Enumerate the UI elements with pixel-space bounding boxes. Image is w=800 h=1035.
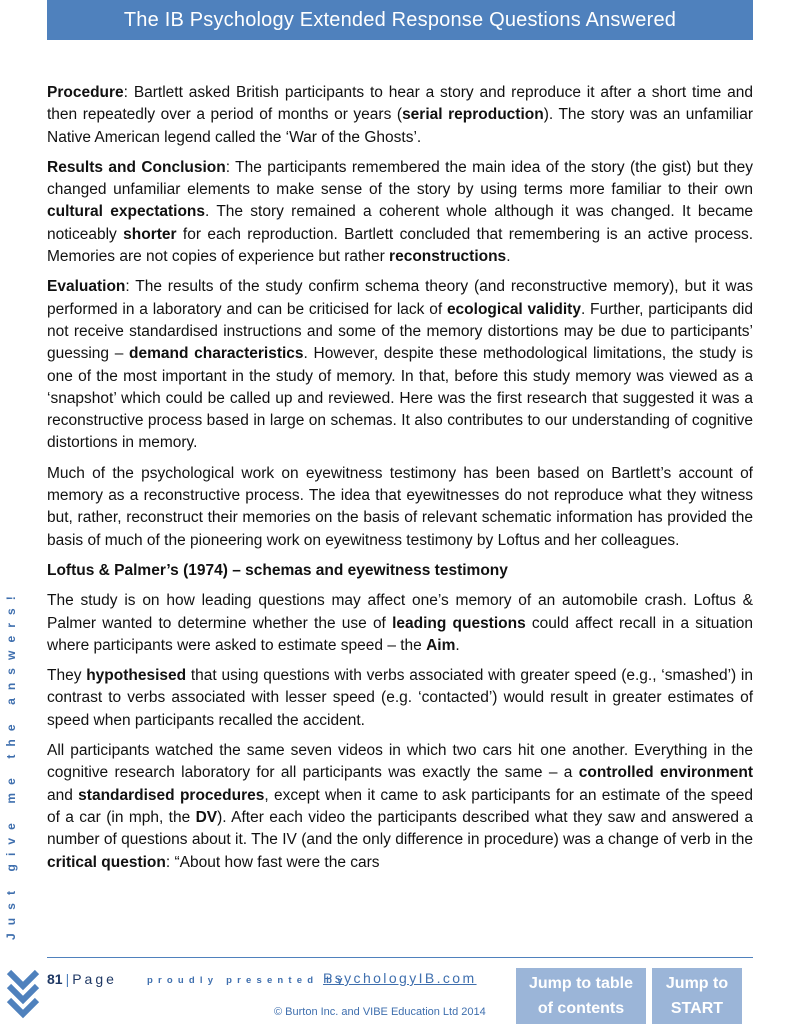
page-header — [47, 0, 753, 40]
paragraph — [47, 665, 753, 732]
bold-term: reconstructions — [389, 248, 507, 266]
text-run: All participants watched the same seven videos in which two cars hit one another. Everything in the cognitive research laboratory for all participants was exactly the same – a — [47, 742, 753, 782]
document-body — [47, 82, 753, 882]
presented-by-text: proudly presented by — [147, 975, 348, 986]
text-run: that using questions with verbs associated with greater speed (e.g., ‘smashed’) in contrast to verbs associated with lesser speed (e.g. ‘contacted’) would result in greater estimates of speed when participants recalled the accident. — [47, 667, 753, 729]
toc-button-line1: Jump to table — [528, 975, 633, 992]
header-title: The IB Psychology Extended Response Questions Answered — [123, 8, 677, 31]
toc-button-line2: of contents — [537, 1000, 625, 1017]
text-run: : The participants remembered the main idea of the story (the gist) but they changed unfamiliar elements to make sense of the story by using terms more familiar to their own — [47, 158, 753, 199]
chevron-down-icon — [6, 966, 40, 1026]
bold-term: hypothesised — [86, 667, 187, 685]
page-number-value: 81 — [47, 971, 63, 987]
text-run: : Bartlett asked British participants to hear a story and reproduce it after a short time and then repeatedly over a period of months or years ( — [47, 84, 753, 124]
text-run: They — [47, 667, 87, 685]
text-run: . — [455, 636, 460, 654]
text-run: : “About how fast were the cars — [165, 853, 380, 871]
text-run: . — [506, 248, 511, 266]
bold-term: Aim — [426, 636, 456, 654]
page-number — [47, 971, 117, 987]
bold-term: demand characteristics — [129, 345, 304, 363]
paragraph — [47, 276, 753, 454]
paragraph — [47, 560, 753, 582]
paragraph — [47, 740, 753, 874]
copyright-text: © Burton Inc. and VIBE Education Ltd 2014 — [274, 1006, 486, 1018]
bold-term: serial reproduction — [402, 106, 544, 124]
bold-term: Loftus & Palmer’s (1974) – schemas and eyewitness testimony — [47, 561, 508, 579]
paragraph — [47, 157, 753, 268]
text-run: ). The story was an unfamiliar Native American legend called the ‘War of the Ghosts’. — [47, 106, 753, 146]
paragraph — [47, 590, 753, 657]
page-label: Page — [72, 971, 117, 987]
bold-term: cultural expectations — [47, 203, 206, 221]
text-run: , except when it came to ask participants for an estimate of the speed of a car (in mph, the — [47, 786, 753, 826]
text-run: . The story remained a coherent whole although it was changed. It became noticeably — [47, 203, 753, 243]
text-run: Much of the psychological work on eyewitness testimony has been based on Bartlett’s account of memory as a reconstructive process. The idea that eyewitnesses do not reproduce what they witness but, rather, reconstruct their memories on the basis of relevant schematic information has provided the basis of much of the pioneering work on eyewitness testimony by Loftus and her colleagues. — [47, 464, 753, 549]
bold-term: ecological validity — [446, 300, 581, 318]
bold-term: critical question — [47, 853, 166, 871]
start-button-line2: START — [670, 1000, 724, 1017]
text-run: . However, despite these methodological limitations, the study is one of the most important in the study of memory. In that, before this study memory was viewed as a ‘snapshot’ which could be called up and reviewed. Here was the first research that suggested it was a reconstructive process based in large on schemas. It also contributes to our understanding of cognitive distortions in memory. — [47, 345, 753, 452]
start-button-line1: Jump to — [665, 975, 729, 992]
text-run: The study is on how leading questions may affect one’s memory of an automobile crash. Loftus & Palmer wanted to determine whether the use of — [47, 592, 753, 632]
footer-divider — [47, 957, 753, 958]
bold-term: shorter — [123, 225, 177, 243]
paragraph — [47, 463, 753, 552]
bold-term: Evaluation — [47, 278, 126, 296]
text-run: for each reproduction. Bartlett concluded that remembering is an active process. Memories are not copies of experience but rather — [47, 225, 754, 266]
text-run: could affect recall in a situation where participants were asked to estimate speed – the — [47, 614, 753, 654]
site-link[interactable]: PsychologyIB.com — [323, 970, 477, 986]
bold-term: Results and Conclusion — [47, 158, 226, 176]
paragraph — [47, 82, 753, 149]
text-run: and — [47, 786, 79, 804]
bold-term: DV — [195, 808, 218, 826]
text-run: : The results of the study confirm schema theory (and reconstructive memory), but it was performed in a laboratory and can be criticised for lack of — [47, 278, 753, 318]
bold-term: controlled environment — [578, 764, 753, 782]
bold-term: standardised procedures — [78, 786, 265, 804]
jump-to-start-button[interactable] — [652, 968, 742, 1024]
jump-to-contents-button[interactable] — [516, 968, 646, 1024]
text-run: . Further, participants did not receive standardised instructions and some of the memory distortions may be due to participants’ guessing – — [47, 300, 753, 363]
bold-term: leading questions — [392, 614, 526, 632]
bold-term: Procedure — [47, 84, 124, 101]
page-separator: | — [65, 971, 70, 987]
text-run: ). After each video the participants described what they saw and answered a number of questions about it. The IV (and the only difference in procedure) was a change of verb in the — [47, 808, 754, 849]
side-tagline: Just give me the answers! — [4, 588, 18, 940]
